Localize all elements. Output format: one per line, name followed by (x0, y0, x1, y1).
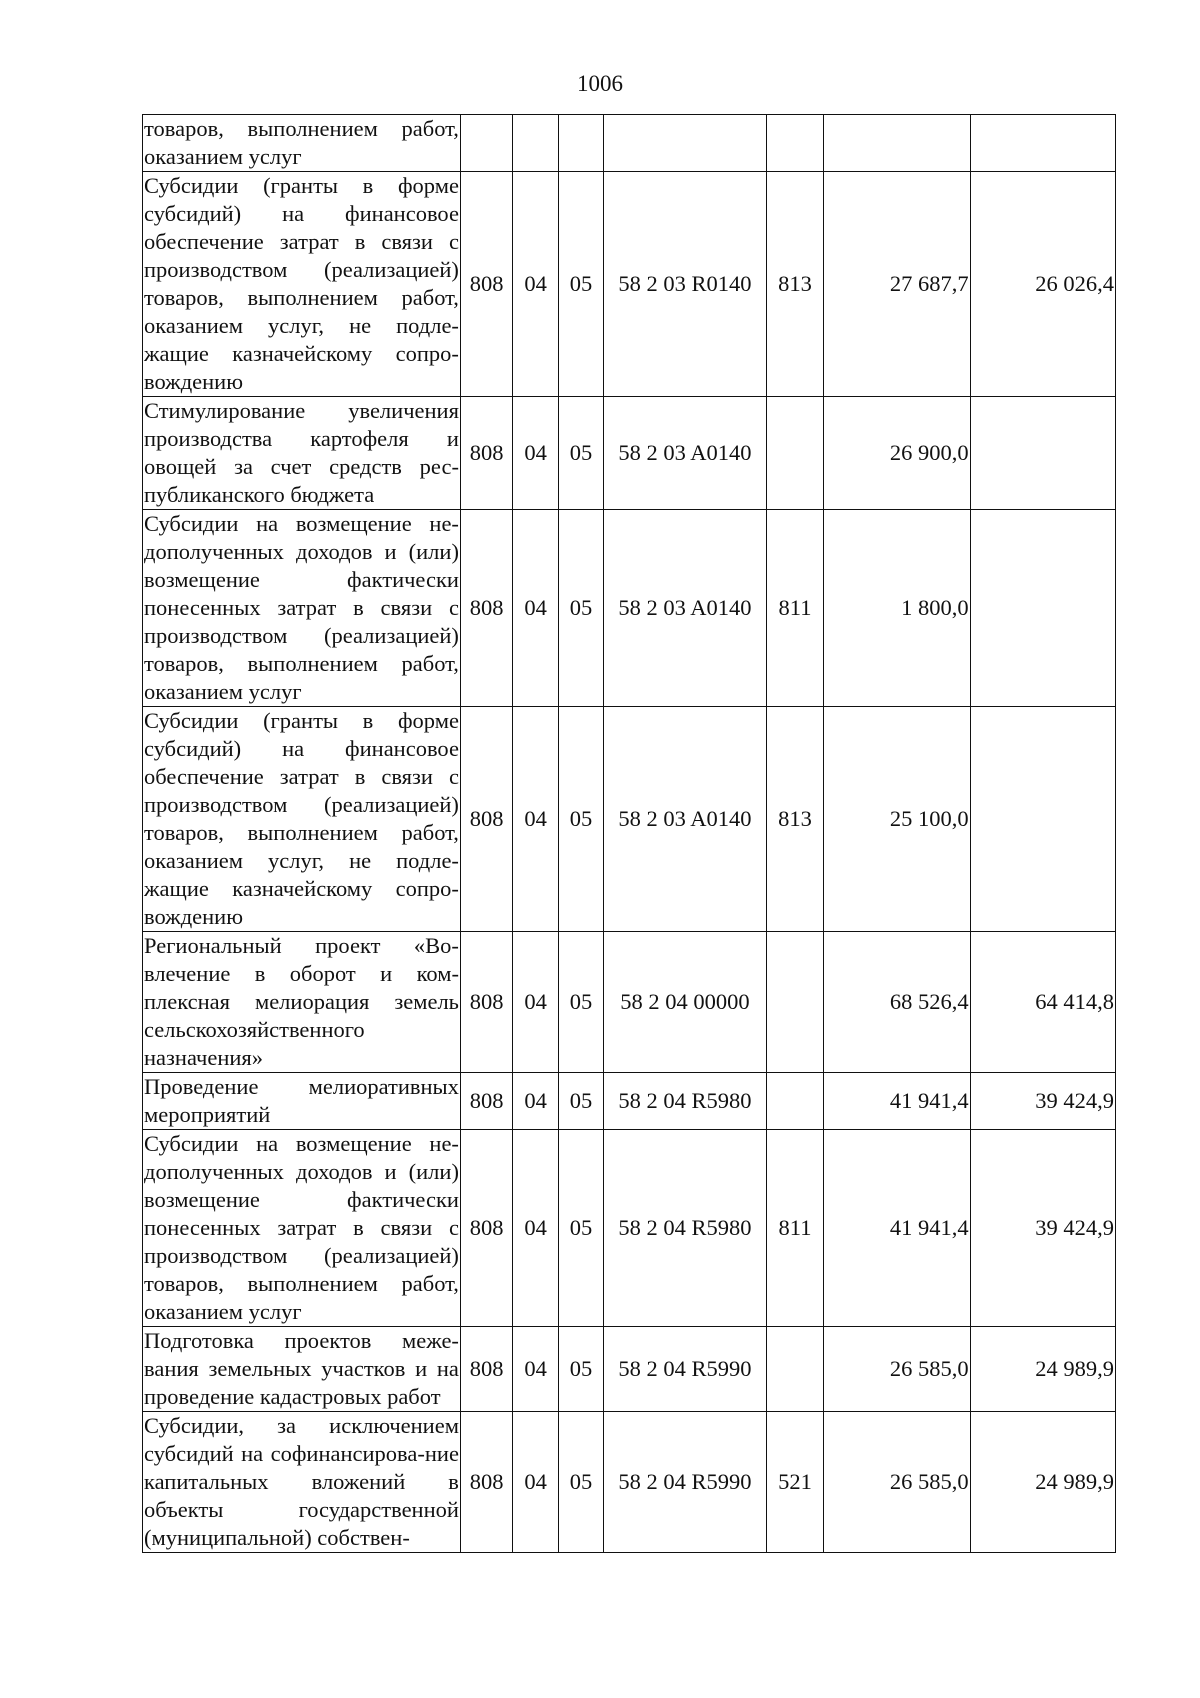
amount-year1-cell: 26 585,0 (824, 1327, 970, 1412)
subsection-code-cell: 05 (558, 510, 603, 707)
expense-type-code-cell: 811 (766, 1130, 824, 1327)
amount-year2-cell: 39 424,9 (970, 1073, 1115, 1130)
amount-year1-cell: 25 100,0 (824, 707, 970, 932)
section-code-cell: 04 (513, 172, 558, 397)
table-row (143, 115, 1116, 172)
ministry-code-cell: 808 (460, 932, 512, 1073)
subsection-code-cell: 05 (558, 1073, 603, 1130)
target-item-code-cell: 58 2 03 A0140 (604, 510, 767, 707)
row-name-cell: Подготовка проектов меже-вания земельных участков и на проведение кадастровых работ (143, 1327, 461, 1412)
amount-year2-cell (970, 707, 1115, 932)
expense-type-code-cell (766, 397, 824, 510)
table-row (143, 397, 1116, 510)
table-row (143, 707, 1116, 932)
amount-year2-cell: 64 414,8 (970, 932, 1115, 1073)
target-item-code-cell: 58 2 04 R5990 (604, 1412, 767, 1553)
expense-type-code-cell (766, 932, 824, 1073)
ministry-code-cell: 808 (460, 1073, 512, 1130)
amount-year2-cell: 24 989,9 (970, 1327, 1115, 1412)
subsection-code-cell: 05 (558, 172, 603, 397)
amount-year2-cell: 24 989,9 (970, 1412, 1115, 1553)
amount-year2-cell (970, 115, 1115, 172)
target-item-code-cell: 58 2 04 R5990 (604, 1327, 767, 1412)
target-item-code-cell: 58 2 04 00000 (604, 932, 767, 1073)
subsection-code-cell (558, 115, 603, 172)
section-code-cell (513, 115, 558, 172)
section-code-cell: 04 (513, 1073, 558, 1130)
subsection-code-cell: 05 (558, 1130, 603, 1327)
target-item-code-cell: 58 2 03 A0140 (604, 397, 767, 510)
subsection-code-cell: 05 (558, 397, 603, 510)
ministry-code-cell: 808 (460, 1130, 512, 1327)
section-code-cell: 04 (513, 1130, 558, 1327)
row-name-cell: Субсидии, за исключением субсидий на софинансирова-ние капитальных вложений в объекты государственной (муниципальной) собствен- (143, 1412, 461, 1553)
section-code-cell: 04 (513, 932, 558, 1073)
page-number: 1006 (577, 71, 623, 96)
amount-year2-cell (970, 510, 1115, 707)
table-row (143, 932, 1116, 1073)
amount-year1-cell: 26 585,0 (824, 1412, 970, 1553)
subsection-code-cell: 05 (558, 932, 603, 1073)
amount-year2-cell: 26 026,4 (970, 172, 1115, 397)
amount-year1-cell: 27 687,7 (824, 172, 970, 397)
expense-type-code-cell: 521 (766, 1412, 824, 1553)
section-code-cell: 04 (513, 707, 558, 932)
amount-year1-cell: 1 800,0 (824, 510, 970, 707)
amount-year1-cell: 41 941,4 (824, 1130, 970, 1327)
row-name-cell: Субсидии на возмещение не-дополученных доходов и (или) возмещение фактически понесенных затрат в связи с производством (реализацией) товаров, выполнением работ, оказанием услуг (143, 510, 461, 707)
table-row (143, 1130, 1116, 1327)
budget-table-body (143, 115, 1116, 1553)
expense-type-code-cell: 813 (766, 172, 824, 397)
row-name-cell: Субсидии (гранты в форме субсидий) на финансовое обеспечение затрат в связи с производством (реализацией) товаров, выполнением работ, оказанием услуг, не подле-жащие казначейскому сопро-вождению (143, 172, 461, 397)
ministry-code-cell (460, 115, 512, 172)
ministry-code-cell: 808 (460, 172, 512, 397)
table-row (143, 510, 1116, 707)
ministry-code-cell: 808 (460, 1327, 512, 1412)
table-row (143, 1412, 1116, 1553)
row-name-cell: Стимулирование увеличения производства картофеля и овощей за счет средств рес-публиканского бюджета (143, 397, 461, 510)
amount-year2-cell (970, 397, 1115, 510)
row-name-cell: товаров, выполнением работ, оказанием услуг (143, 115, 461, 172)
expense-type-code-cell: 811 (766, 510, 824, 707)
target-item-code-cell: 58 2 03 R0140 (604, 172, 767, 397)
target-item-code-cell: 58 2 03 A0140 (604, 707, 767, 932)
row-name-cell: Субсидии (гранты в форме субсидий) на финансовое обеспечение затрат в связи с производством (реализацией) товаров, выполнением работ, оказанием услуг, не подле-жащие казначейскому сопро-вождению (143, 707, 461, 932)
section-code-cell: 04 (513, 1327, 558, 1412)
subsection-code-cell: 05 (558, 707, 603, 932)
table-row (143, 172, 1116, 397)
table-row (143, 1073, 1116, 1130)
ministry-code-cell: 808 (460, 1412, 512, 1553)
table-row (143, 1327, 1116, 1412)
ministry-code-cell: 808 (460, 707, 512, 932)
target-item-code-cell (604, 115, 767, 172)
amount-year1-cell: 26 900,0 (824, 397, 970, 510)
amount-year1-cell: 68 526,4 (824, 932, 970, 1073)
subsection-code-cell: 05 (558, 1412, 603, 1553)
target-item-code-cell: 58 2 04 R5980 (604, 1130, 767, 1327)
row-name-cell: Региональный проект «Во-влечение в оборот и ком-плексная мелиорация земель сельскохозяйственного назначения» (143, 932, 461, 1073)
amount-year1-cell (824, 115, 970, 172)
amount-year1-cell: 41 941,4 (824, 1073, 970, 1130)
section-code-cell: 04 (513, 397, 558, 510)
section-code-cell: 04 (513, 1412, 558, 1553)
ministry-code-cell: 808 (460, 510, 512, 707)
expense-type-code-cell (766, 1073, 824, 1130)
budget-table (142, 114, 1116, 1553)
subsection-code-cell: 05 (558, 1327, 603, 1412)
row-name-cell: Субсидии на возмещение не-дополученных доходов и (или) возмещение фактически понесенных затрат в связи с производством (реализацией) товаров, выполнением работ, оказанием услуг (143, 1130, 461, 1327)
expense-type-code-cell (766, 1327, 824, 1412)
section-code-cell: 04 (513, 510, 558, 707)
ministry-code-cell: 808 (460, 397, 512, 510)
expense-type-code-cell: 813 (766, 707, 824, 932)
target-item-code-cell: 58 2 04 R5980 (604, 1073, 767, 1130)
expense-type-code-cell (766, 115, 824, 172)
row-name-cell: Проведение мелиоративных мероприятий (143, 1073, 461, 1130)
amount-year2-cell: 39 424,9 (970, 1130, 1115, 1327)
